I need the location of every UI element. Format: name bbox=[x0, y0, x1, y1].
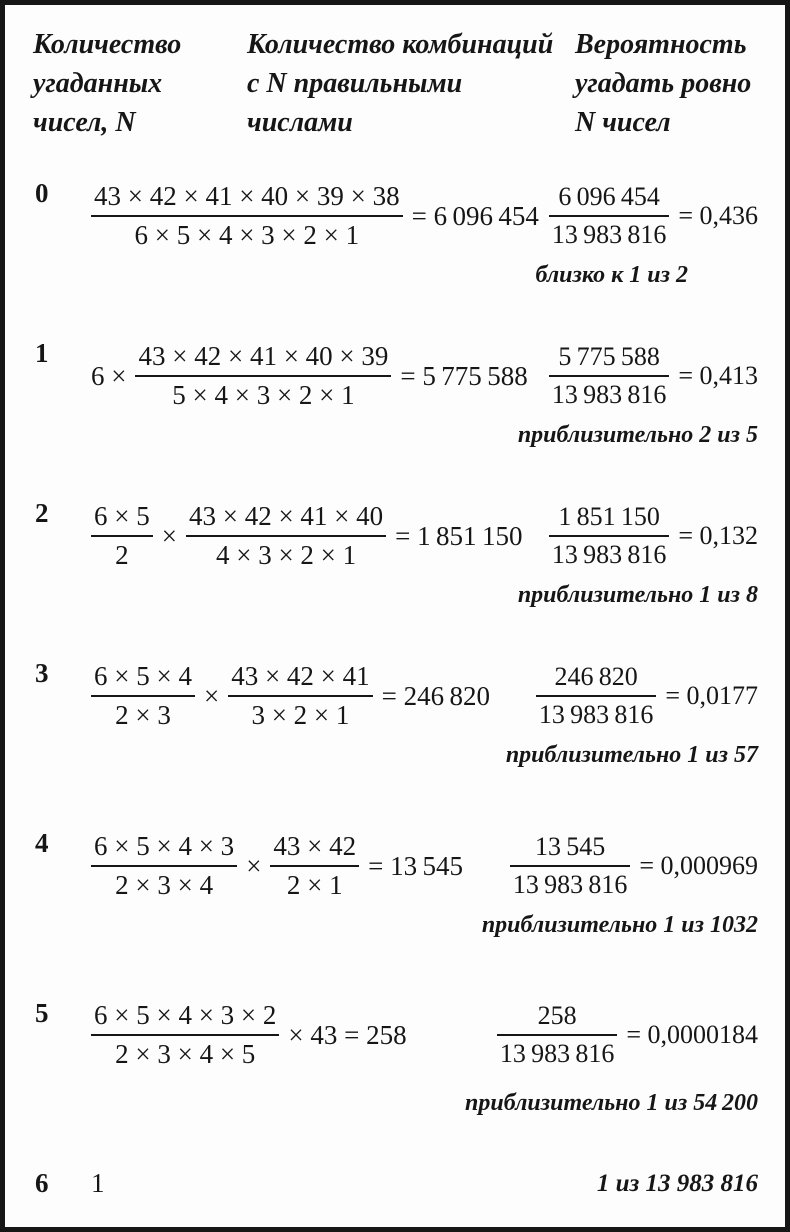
fraction bbox=[91, 501, 153, 571]
fraction-bar bbox=[91, 215, 403, 217]
probability-equation bbox=[413, 480, 758, 592]
header-line: чисел, N bbox=[33, 107, 136, 138]
numerator: 6 × 5 × 4 × 3 × 2 bbox=[94, 999, 277, 1030]
fraction-bar bbox=[510, 865, 630, 867]
probability-equation bbox=[413, 640, 758, 752]
table-header bbox=[5, 5, 785, 160]
numerator: 258 bbox=[537, 1001, 577, 1031]
fraction bbox=[135, 341, 391, 411]
formula-text: = 0,0000184 bbox=[626, 1020, 758, 1049]
formula-text: 6 × bbox=[91, 360, 127, 391]
numerator: 13 545 bbox=[535, 832, 606, 862]
header-line: с N правильными bbox=[247, 68, 463, 99]
probability-equation bbox=[413, 320, 758, 432]
denominator: 13 983 816 bbox=[551, 220, 667, 249]
probability-equation bbox=[413, 970, 758, 1100]
header-line: угаданных bbox=[33, 68, 163, 99]
fraction-bar bbox=[91, 535, 153, 537]
formula-text: = 5 775 588 bbox=[400, 360, 528, 391]
probability-cell bbox=[413, 160, 758, 289]
approximation-note: 1 из 13 983 816 bbox=[596, 1169, 758, 1197]
table-row bbox=[5, 970, 785, 1140]
denominator: 13 983 816 bbox=[538, 700, 654, 729]
table-row bbox=[5, 320, 785, 480]
probability-equation bbox=[413, 160, 758, 272]
fraction-bar bbox=[91, 1034, 279, 1036]
denominator: 4 × 3 × 2 × 1 bbox=[215, 540, 357, 570]
approximation-note: приблизительно 1 из 57 bbox=[505, 742, 758, 768]
fraction-bar bbox=[549, 375, 669, 377]
header-line: Количество комбинаций bbox=[247, 29, 554, 60]
fraction-bar bbox=[549, 215, 669, 217]
formula-text: = 0,436 bbox=[678, 201, 758, 230]
fraction bbox=[228, 661, 372, 731]
numerator: 246 820 bbox=[554, 662, 638, 692]
denominator: 2 × 3 bbox=[115, 700, 171, 730]
formula-text: = 1 851 150 bbox=[395, 520, 523, 551]
formula-text: = 246 820 bbox=[381, 680, 491, 711]
numerator: 6 096 454 bbox=[558, 182, 660, 212]
row-n-label: 4 bbox=[35, 828, 49, 858]
formula-text: × 43 = 258 bbox=[288, 1019, 407, 1050]
numerator: 6 × 5 bbox=[94, 500, 150, 531]
fraction-bar bbox=[536, 695, 656, 697]
fraction bbox=[549, 342, 669, 410]
fraction-bar bbox=[497, 1034, 617, 1036]
probability-equation bbox=[413, 810, 758, 922]
row-n-label: 1 bbox=[35, 338, 49, 368]
fraction bbox=[549, 502, 669, 570]
approximation-note: приблизительно 1 из 1032 bbox=[481, 912, 758, 938]
numerator: 6 × 5 × 4 bbox=[94, 660, 192, 691]
header-col-guessed-numbers bbox=[33, 25, 181, 142]
fraction bbox=[91, 1000, 279, 1070]
formula-text: = 13 545 bbox=[368, 850, 464, 881]
fraction bbox=[536, 662, 656, 730]
combinations-formula bbox=[91, 970, 407, 1100]
row-n-label: 3 bbox=[35, 658, 49, 688]
row-n-label: 5 bbox=[35, 998, 49, 1028]
fraction bbox=[270, 831, 359, 901]
fraction bbox=[497, 1001, 617, 1069]
denominator: 13 983 816 bbox=[551, 380, 667, 409]
formula-text: = 6 096 454 bbox=[411, 200, 539, 231]
table-row bbox=[5, 1140, 785, 1227]
fraction-bar bbox=[270, 865, 359, 867]
fraction bbox=[186, 501, 386, 571]
fraction bbox=[91, 831, 237, 901]
formula-text: 1 bbox=[91, 1168, 105, 1198]
table-row bbox=[5, 480, 785, 640]
probability-cell bbox=[413, 480, 758, 609]
fraction-bar bbox=[135, 375, 391, 377]
approximation-note: приблизительно 2 из 5 bbox=[517, 422, 758, 448]
fraction bbox=[91, 661, 195, 731]
fraction-bar bbox=[186, 535, 386, 537]
numerator: 43 × 42 × 41 bbox=[231, 660, 370, 691]
probability-cell bbox=[413, 320, 758, 449]
denominator: 5 × 4 × 3 × 2 × 1 bbox=[172, 380, 355, 410]
table-row bbox=[5, 810, 785, 970]
header-line: угадать ровно bbox=[575, 68, 752, 99]
table-row bbox=[5, 640, 785, 810]
numerator: 43 × 42 × 41 × 40 bbox=[188, 500, 384, 531]
fraction-bar bbox=[549, 535, 669, 537]
numerator: 43 × 42 × 41 × 40 × 39 bbox=[138, 340, 389, 371]
fraction bbox=[510, 832, 630, 900]
probability-cell bbox=[413, 640, 758, 769]
fraction bbox=[549, 182, 669, 250]
header-col-combinations bbox=[247, 25, 553, 142]
denominator: 13 983 816 bbox=[551, 540, 667, 569]
header-col-probability bbox=[575, 25, 751, 142]
combinations-formula bbox=[91, 810, 463, 922]
denominator: 3 × 2 × 1 bbox=[251, 700, 350, 730]
denominator: 2 × 3 × 4 × 5 bbox=[115, 1039, 256, 1069]
approximation-note: близко к 1 из 2 bbox=[535, 262, 688, 288]
probability-cell bbox=[413, 810, 758, 939]
numerator: 5 775 588 bbox=[558, 342, 660, 372]
fraction-bar bbox=[91, 695, 195, 697]
denominator: 13 983 816 bbox=[512, 870, 628, 899]
formula-text: = 0,0177 bbox=[665, 681, 758, 710]
table-rows bbox=[5, 160, 785, 1227]
numerator: 1 851 150 bbox=[558, 502, 660, 532]
probability-equation bbox=[413, 1140, 758, 1227]
combinations-formula bbox=[91, 1140, 105, 1227]
denominator: 2 × 3 × 4 bbox=[115, 870, 214, 900]
numerator: 43 × 42 bbox=[273, 830, 357, 861]
numerator: 6 × 5 × 4 × 3 bbox=[94, 830, 235, 861]
approximation-note: приблизительно 1 из 54 200 bbox=[465, 1090, 758, 1116]
formula-text: = 0,000969 bbox=[639, 851, 758, 880]
header-line: числами bbox=[247, 107, 353, 138]
formula-text: = 0,413 bbox=[678, 361, 758, 390]
header-line: Количество bbox=[33, 29, 182, 60]
denominator: 2 bbox=[115, 540, 129, 570]
fraction-bar bbox=[228, 695, 372, 697]
denominator: 13 983 816 bbox=[499, 1039, 615, 1068]
probability-cell bbox=[413, 1140, 758, 1227]
denominator: 6 × 5 × 4 × 3 × 2 × 1 bbox=[134, 220, 360, 250]
denominator: 2 × 1 bbox=[286, 870, 343, 900]
row-n-label: 2 bbox=[35, 498, 49, 528]
numerator: 43 × 42 × 41 × 40 × 39 × 38 bbox=[94, 180, 400, 211]
formula-text: × bbox=[246, 850, 262, 881]
fraction-bar bbox=[91, 865, 237, 867]
header-line: N чисел bbox=[575, 107, 671, 138]
row-n-label: 6 bbox=[35, 1168, 49, 1198]
fraction bbox=[91, 181, 403, 251]
probability-cell bbox=[413, 970, 758, 1117]
table-row bbox=[5, 160, 785, 320]
formula-text: × bbox=[203, 680, 220, 711]
approximation-note: приблизительно 1 из 8 bbox=[517, 582, 758, 608]
formula-text: = 0,132 bbox=[678, 521, 758, 550]
row-n-label: 0 bbox=[35, 178, 49, 208]
formula-text: × bbox=[161, 520, 177, 551]
header-line: Вероятность bbox=[575, 29, 747, 60]
